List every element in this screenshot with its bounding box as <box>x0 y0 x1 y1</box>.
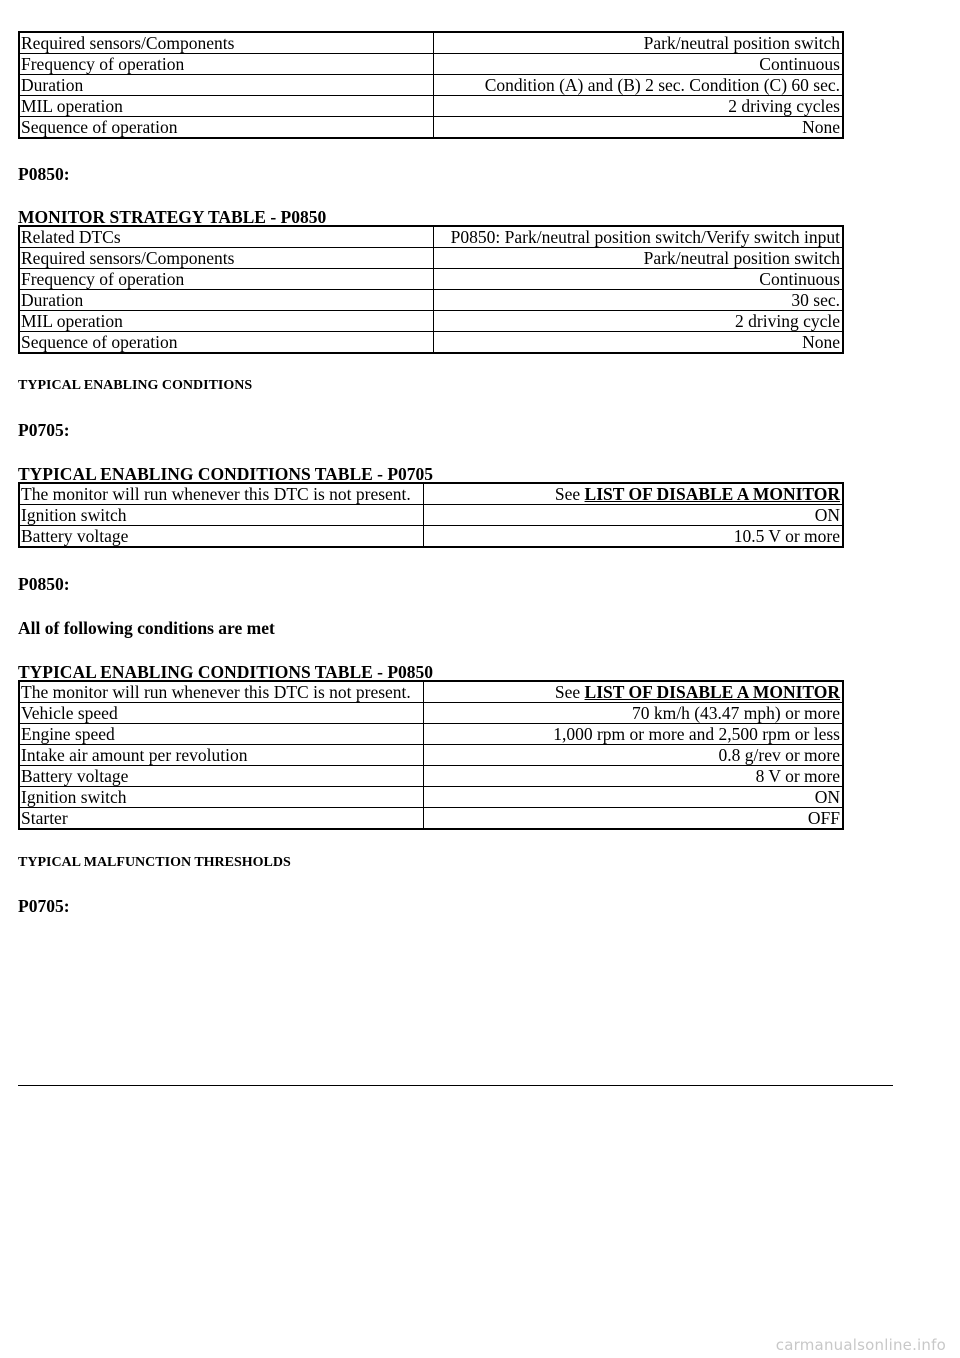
table-row <box>19 483 843 505</box>
table-row <box>19 766 843 787</box>
typical-malfunction-thresholds-heading: TYPICAL MALFUNCTION THRESHOLDS <box>18 855 291 870</box>
typical-enabling-conditions-heading: TYPICAL ENABLING CONDITIONS <box>18 378 253 393</box>
table-row <box>19 681 843 703</box>
disable-monitor-link[interactable]: LIST OF DISABLE A MONITOR <box>584 682 840 702</box>
row-label: Duration <box>19 75 433 96</box>
row-value: None <box>433 117 843 139</box>
table-row <box>19 808 843 830</box>
row-value: Continuous <box>433 269 843 290</box>
document-body <box>18 31 844 916</box>
row-value: Condition (A) and (B) 2 sec. Condition (C) 60 sec. <box>433 75 843 96</box>
row-value: None <box>433 332 843 354</box>
row-value: 70 km/h (43.47 mph) or more <box>423 703 843 724</box>
row-label: The monitor will run whenever this DTC is not present. <box>19 483 423 505</box>
table-row <box>19 117 843 139</box>
row-value: 1,000 rpm or more and 2,500 rpm or less <box>423 724 843 745</box>
row-value: 8 V or more <box>423 766 843 787</box>
row-label: Related DTCs <box>19 226 433 248</box>
table-row <box>19 75 843 96</box>
row-value: ON <box>423 505 843 526</box>
row-label: Required sensors/Components <box>19 32 433 54</box>
table-row <box>19 32 843 54</box>
row-label: Required sensors/Components <box>19 248 433 269</box>
row-value: P0850: Park/neutral position switch/Verify switch input <box>433 226 843 248</box>
monitor-strategy-table-continued <box>18 31 844 139</box>
section-heading-p0705: P0705: <box>18 420 70 440</box>
row-label: Vehicle speed <box>19 703 423 724</box>
row-value: 30 sec. <box>433 290 843 311</box>
disable-monitor-link[interactable]: LIST OF DISABLE A MONITOR <box>584 484 840 504</box>
row-label: Ignition switch <box>19 505 423 526</box>
row-label: Sequence of operation <box>19 117 433 139</box>
row-label: Battery voltage <box>19 526 423 548</box>
row-label: Starter <box>19 808 423 830</box>
enabling-conditions-table-heading-p0850: TYPICAL ENABLING CONDITIONS TABLE - P0850 <box>18 662 434 682</box>
row-label: MIL operation <box>19 311 433 332</box>
row-label: Frequency of operation <box>19 54 433 75</box>
row-label: Duration <box>19 290 433 311</box>
page-divider <box>18 1085 893 1086</box>
see-prefix: See <box>554 682 585 702</box>
see-prefix: See <box>554 484 585 504</box>
table-row <box>19 96 843 117</box>
row-label: The monitor will run whenever this DTC is not present. <box>19 681 423 703</box>
table-row <box>19 703 843 724</box>
table-row <box>19 505 843 526</box>
table-row <box>19 787 843 808</box>
row-value <box>423 483 843 505</box>
enabling-conditions-table-p0705 <box>18 482 844 548</box>
section-heading-p0705-b: P0705: <box>18 896 70 916</box>
section-heading-p0850-b: P0850: <box>18 574 70 594</box>
table-row <box>19 248 843 269</box>
table-row <box>19 311 843 332</box>
table-row <box>19 745 843 766</box>
enabling-conditions-table-p0850 <box>18 680 844 830</box>
row-label: Intake air amount per revolution <box>19 745 423 766</box>
all-conditions-heading: All of following conditions are met <box>18 618 275 638</box>
row-value: Park/neutral position switch <box>433 248 843 269</box>
row-value: 2 driving cycle <box>433 311 843 332</box>
table-row <box>19 54 843 75</box>
table-row <box>19 724 843 745</box>
row-label: Battery voltage <box>19 766 423 787</box>
monitor-strategy-table-p0850 <box>18 225 844 354</box>
enabling-conditions-table-heading-p0705: TYPICAL ENABLING CONDITIONS TABLE - P0705 <box>18 464 434 484</box>
row-value: 2 driving cycles <box>433 96 843 117</box>
row-label: Frequency of operation <box>19 269 433 290</box>
row-label: Ignition switch <box>19 787 423 808</box>
row-value: OFF <box>423 808 843 830</box>
row-label: Sequence of operation <box>19 332 433 354</box>
table-row <box>19 269 843 290</box>
row-value: Continuous <box>433 54 843 75</box>
section-heading-p0850: P0850: <box>18 164 70 184</box>
table-row <box>19 526 843 548</box>
table-row <box>19 332 843 354</box>
row-label: Engine speed <box>19 724 423 745</box>
row-value <box>423 681 843 703</box>
row-value: 10.5 V or more <box>423 526 843 548</box>
watermark: carmanualsonline.info <box>775 1336 946 1354</box>
row-label: MIL operation <box>19 96 433 117</box>
monitor-strategy-heading: MONITOR STRATEGY TABLE - P0850 <box>18 207 327 227</box>
row-value: 0.8 g/rev or more <box>423 745 843 766</box>
table-row <box>19 226 843 248</box>
row-value: ON <box>423 787 843 808</box>
table-row <box>19 290 843 311</box>
row-value: Park/neutral position switch <box>433 32 843 54</box>
